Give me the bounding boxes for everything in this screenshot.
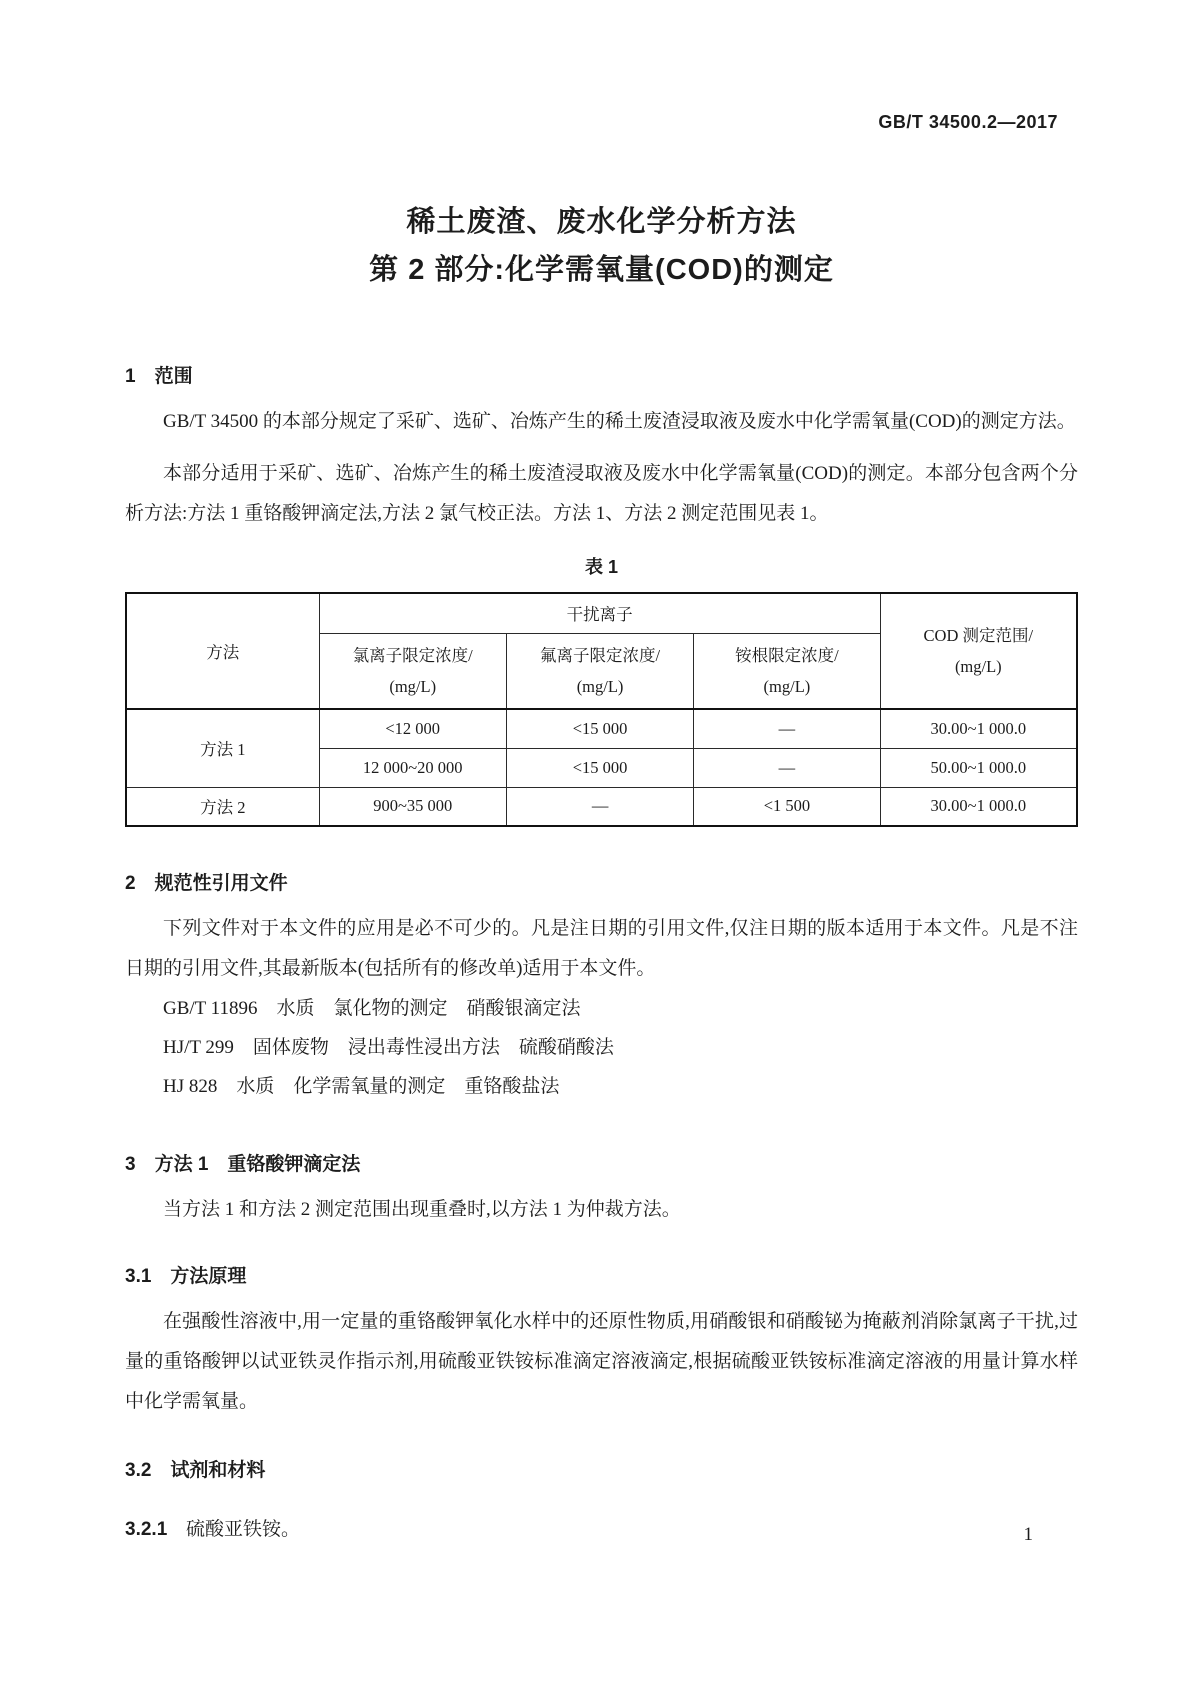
reference-hj-828: HJ 828 水质 化学需氧量的测定 重铬酸盐法 — [163, 1076, 560, 1097]
table-row — [126, 787, 1077, 826]
th-interference-ions: 干扰离子 — [319, 593, 880, 633]
table-row — [126, 709, 1077, 748]
th-method: 方法 — [126, 593, 319, 709]
section-1-paragraph-2: 本部分适用于采矿、选矿、冶炼产生的稀土废渣浸取液及废水中化学需氧量(COD)的测定。本部分包含两个分析方法:方法 1 重铬酸钾滴定法,方法 2 氯气校正法。方法 1、方法 2 测定范围见表 1。 — [125, 463, 1078, 524]
th-fluoride-limit — [506, 633, 693, 709]
cell-fluoride: <15 000 — [506, 709, 693, 748]
th-ammonium-limit — [694, 633, 880, 709]
table-1-body — [126, 709, 1077, 826]
th-cod-range-line-1: COD 测定范围/ — [923, 626, 1034, 645]
reference-gbt-11896: GB/T 11896 水质 氯化物的测定 硝酸银滴定法 — [163, 998, 581, 1019]
reference-hjt-299: HJ/T 299 固体废物 浸出毒性浸出方法 硫酸硝酸法 — [163, 1037, 614, 1058]
cell-cod-range: 30.00~1 000.0 — [880, 787, 1077, 826]
document-title-line-1: 稀土废渣、废水化学分析方法 — [406, 206, 797, 238]
page-number: 1 — [1023, 1524, 1033, 1545]
th-cod-range — [880, 593, 1077, 709]
th-chloride-limit — [319, 633, 506, 709]
section-3-2-1-number: 3.2.1 — [125, 1519, 168, 1540]
cell-cod-range: 30.00~1 000.0 — [880, 709, 1077, 748]
section-3-2-1-text: 硫酸亚铁铵。 — [186, 1519, 301, 1540]
th-fluoride-limit-label: 氟离子限定浓度/ — [540, 645, 661, 665]
cell-ammonium: <1 500 — [694, 787, 880, 826]
cell-chloride: 900~35 000 — [319, 787, 506, 826]
section-3-1-paragraph-1: 在强酸性溶液中,用一定量的重铬酸钾氧化水样中的还原性物质,用硝酸银和硝酸铋为掩蔽剂消除氯离子干扰,过量的重铬酸钾以试亚铁灵作指示剂,用硫酸亚铁铵标准滴定溶液滴定,根据硫酸亚铁铵标准滴定溶液的用量计算水样中化学需氧量。 — [125, 1311, 1078, 1412]
table-1-header — [126, 593, 1077, 709]
th-fluoride-limit-unit: (mg/L) — [576, 676, 624, 696]
th-chloride-limit-unit: (mg/L) — [389, 676, 437, 696]
table-header-row-1 — [126, 593, 1077, 633]
cell-method-2: 方法 2 — [126, 787, 319, 826]
section-1-paragraph-1: GB/T 34500 的本部分规定了采矿、选矿、冶炼产生的稀土废渣浸取液及废水中化学需氧量(COD)的测定方法。 — [163, 411, 1076, 432]
cell-chloride: <12 000 — [319, 709, 506, 748]
table-1 — [125, 592, 1078, 827]
section-3-2-1-clause — [125, 1510, 1078, 1550]
cell-fluoride: <15 000 — [506, 748, 693, 787]
section-1-heading: 1 范围 — [125, 366, 193, 387]
table-1-caption: 表 1 — [584, 557, 618, 577]
cell-chloride: 12 000~20 000 — [319, 748, 506, 787]
document-title-line-2: 第 2 部分:化学需氧量(COD)的测定 — [369, 254, 834, 286]
th-ammonium-limit-unit: (mg/L) — [763, 676, 811, 696]
section-3-1-heading: 3.1 方法原理 — [125, 1266, 247, 1287]
cell-method-1: 方法 1 — [126, 709, 319, 787]
th-chloride-limit-label: 氯离子限定浓度/ — [352, 645, 473, 665]
cell-ammonium: — — [694, 748, 880, 787]
cell-fluoride: — — [506, 787, 693, 826]
cell-ammonium: — — [694, 709, 880, 748]
document-title — [125, 198, 1078, 294]
th-ammonium-limit-label: 铵根限定浓度/ — [735, 645, 839, 665]
cell-cod-range: 50.00~1 000.0 — [880, 748, 1077, 787]
section-3-heading: 3 方法 1 重铬酸钾滴定法 — [125, 1154, 361, 1175]
th-cod-range-line-2: (mg/L) — [954, 657, 1002, 676]
doc-number: GB/T 34500.2—2017 — [878, 112, 1058, 132]
section-2-paragraph-1: 下列文件对于本文件的应用是必不可少的。凡是注日期的引用文件,仅注日期的版本适用于本文件。凡是不注日期的引用文件,其最新版本(包括所有的修改单)适用于本文件。 — [125, 918, 1078, 979]
section-3-paragraph-1: 当方法 1 和方法 2 测定范围出现重叠时,以方法 1 为仲裁方法。 — [163, 1199, 681, 1220]
section-2-heading: 2 规范性引用文件 — [125, 873, 288, 894]
section-3-2-heading: 3.2 试剂和材料 — [125, 1460, 266, 1481]
